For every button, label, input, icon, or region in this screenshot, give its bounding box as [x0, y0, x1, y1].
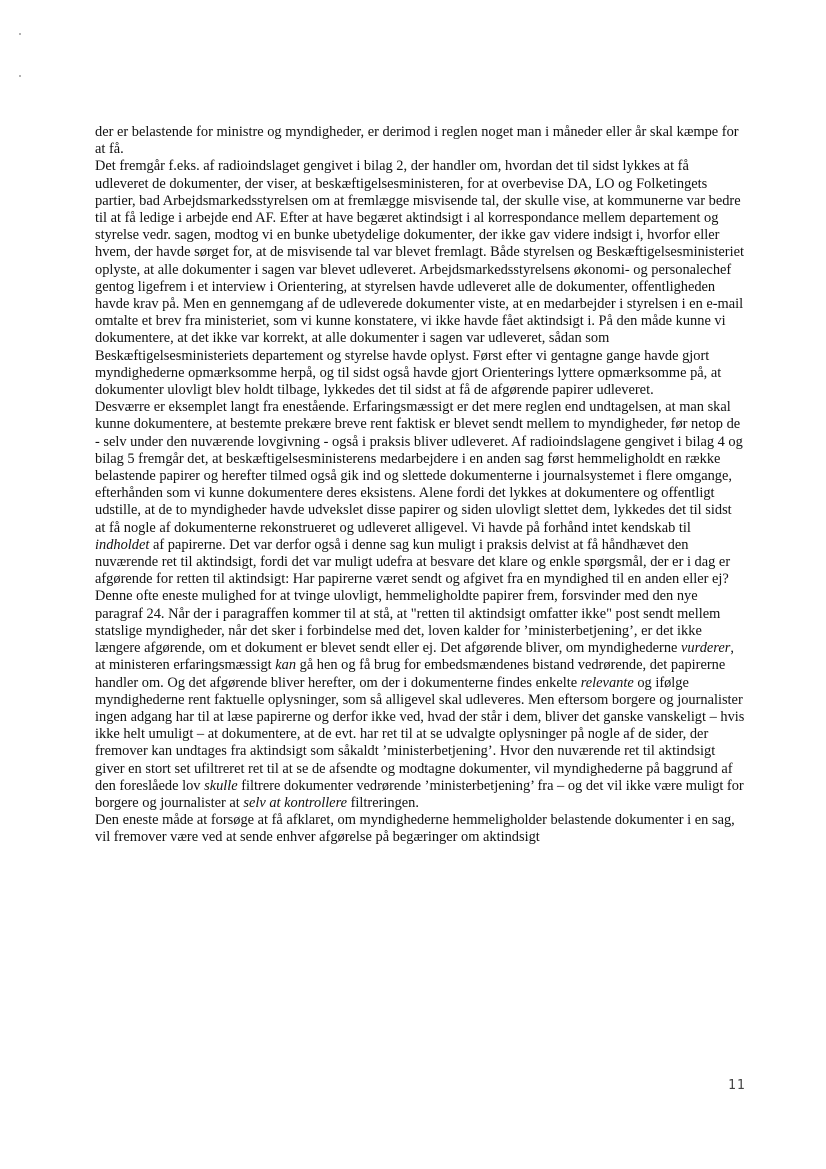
paragraph-p4: [95, 588, 745, 812]
text-run: Den eneste måde at forsøge at få afklaret, om myndighederne hemmeligholder belastende dokumenter i en sag, vil fremover være ved at sende enhver afgørelse på begæringer om aktindsigt: [95, 812, 735, 846]
emphasis-text: selv at kontrollere: [243, 794, 348, 811]
emphasis-text: indholdet: [95, 536, 150, 553]
text-run: Denne ofte eneste mulighed for at tvinge ulovligt, hemmeligholdte papirer frem, forsvinder med den nye paragraf 24. Når der i paragraffen kommer til at stå, at "retten til aktindsigt omfatter ikke" post sendt mellem statslige myndigheder, når det sker i forbindelse med det, loven kalder for ’ministerbetjening’, er det ikke længere afgørende, om et dokument er blevet sendt eller ej. Det afgørende bliver, om myndighederne: [95, 588, 721, 657]
scan-speck: [19, 33, 21, 35]
paragraph-p5: [95, 812, 745, 846]
text-run: Desværre er eksemplet langt fra enestående. Erfaringsmæssigt er det mere reglen end undtagelsen, at man skal kunne dokumentere, at bestemte prekære breve rent faktisk er blevet sendt mellem to myndigheder, før netop de - selv under den nuværende lovgivning - også i praksis bliver udleveret. Af radioindslagene gengivet i bilag 4 og bilag 5 fremgår det, at beskæftigelsesministerens medarbejdere i en anden sag først hemmeligholdt en række belastende papirer og herefter tilmed også gik ind og slettede dokumenterne i journalsystemet i flere omgange, efterhånden som vi kunne dokumentere deres eksistens. Alene fordi det lykkes at dokumentere og offentligt udstille, at de to myndigheder havde udvekslet disse papirer og siden ulovligt slettet dem, lykkedes det til sidst at få nogle af dokumenterne rekonstrueret og udleveret alligevel. Vi havde på forhånd intet kendskab til: [95, 399, 743, 536]
text-run: Det fremgår f.eks. af radioindslaget gengivet i bilag 2, der handler om, hvordan det til sidst lykkes at få udleveret de dokumenter, der viser, at beskæftigelsesministeren, for at overbevise DA, LO og Folketingets partier, bad Arbejdsmarkedsstyrelsen om at fremlægge misvisende tal, der skulle vise, at kommunerne var bedre til at få ledige i arbejde end AF. Efter at have begæret aktindsigt i al korrespondance mellem departement og styrelse vedr. sagen, modtog vi en bunke ubetydelige dokumenter, der ikke gav videre indsigt i, hvorfor eller hvem, der havde sørget for, at de misvisende tal var blevet fremlagt. Både styrelsen og Beskæftigelsesministeriet oplyste, at alle dokumenter i sagen var blevet udleveret. Arbejdsmarkedsstyrelsens økonomi- og personalechef gentog ligefrem i et interview i Orientering, at styrelsen havde udleveret alle de dokumenter, offentligheden havde krav på. Men en gennemgang af de udleverede dokumenter viste, at en medarbejder i styrelsen i en e-mail omtalte et brev fra ministeriet, som vi kunne konstatere, vi ikke havde fået aktindsigt i. På den måde kunne vi dokumentere, at det ikke var korrekt, at alle dokumenter i sagen var udleveret, sådan som Beskæftigelsesministeriets departement og styrelse havde oplyst. Først efter vi gentagne gange havde gjort myndighederne opmærksomme herpå, og til sidst også havde gjort Orienterings lyttere opmærksomme på, at dokumenter ulovligt blev holdt tilbage, lykkedes det til sidst at få de afgørende papirer udleveret.: [95, 158, 744, 399]
emphasis-text: relevante: [580, 674, 634, 691]
paragraph-p2: [95, 158, 745, 399]
text-run: af papirerne. Det var derfor også i denne sag kun muligt i praksis delvist at få håndhævet den nuværende ret til aktindsigt, fordi det var muligt udefra at besvare det klare og enkle spørgsmål, der er i dag er afgørende for retten til aktindsigt: Har papirerne været sendt og afgivet fra en myndighed til en anden eller ej?: [95, 536, 731, 588]
text-run: og ifølge myndighederne rent faktuelle oplysninger, som så alligevel skal udleveres. Men eftersom borgere og journalister ingen adgang har til at læse papirerne og derfor ikke ved, hvad der står i dem, bliver det ganske vanskeligt – hvis ikke helt umuligt – at dokumentere, at de evt. har ret til at se udvalgte oplysninger på nogle af de sider, der fremover kan undtages fra aktindsigt som såkaldt ’ministerbetjening’. Hvor den nuværende ret til aktindsigt giver en stort set ufiltreret ret til at se de afsendte og modtagne dokumenter, vil myndighederne på baggrund af den foreslåede lov: [95, 674, 745, 794]
page-number: 11: [728, 1078, 746, 1093]
text-run: , at ministeren erfaringsmæssigt: [95, 640, 734, 674]
emphasis-text: skulle: [204, 777, 238, 794]
paragraph-p1: [95, 124, 745, 158]
paragraph-p3: [95, 399, 745, 588]
emphasis-text: kan: [275, 657, 297, 674]
emphasis-text: vurderer: [681, 640, 731, 657]
text-run: filtrere dokumenter vedrørende ’ministerbetjening’ fra – og det vil ikke være muligt for borgere og journalister at: [95, 777, 744, 811]
text-run: gå hen og få brug for embedsmændenes bistand vedrørende, det papirerne handler om. Og det afgørende bliver herefter, om der i dokumenterne findes enkelte: [95, 657, 726, 691]
scan-speck: [19, 75, 21, 77]
text-run: filtreringen.: [347, 794, 419, 811]
body-text: [95, 124, 745, 847]
text-run: der er belastende for ministre og myndigheder, er derimod i reglen noget man i måneder eller år skal kæmpe for at få.: [95, 124, 739, 158]
